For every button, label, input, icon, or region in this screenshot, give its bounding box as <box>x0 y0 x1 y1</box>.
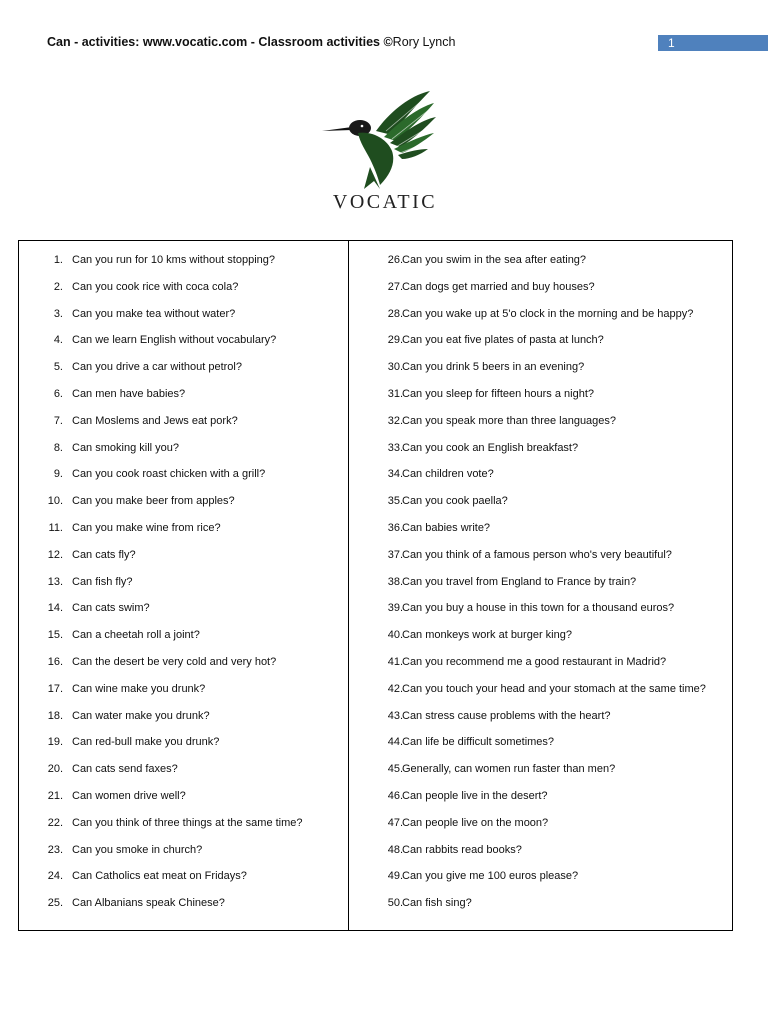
question-text: Can you make wine from rice? <box>72 521 221 534</box>
question-item <box>349 574 732 601</box>
question-item <box>349 386 732 413</box>
question-item <box>349 761 732 788</box>
question-number: 17. <box>47 682 63 695</box>
question-item <box>349 466 732 493</box>
question-number: 7. <box>53 414 63 427</box>
question-number: 20. <box>47 763 63 776</box>
question-item <box>19 520 348 547</box>
question-item <box>19 654 348 681</box>
question-number: 40. <box>387 629 403 642</box>
question-number: 28. <box>387 307 403 320</box>
question-item <box>349 520 732 547</box>
question-number: 24. <box>47 870 63 883</box>
question-text: Can we learn English without vocabulary? <box>72 334 277 347</box>
question-number: 6. <box>53 387 63 400</box>
question-number: 2. <box>53 280 63 293</box>
question-text: Can fish sing? <box>402 897 472 910</box>
question-item <box>349 359 732 386</box>
question-text: Can you drink 5 beers in an evening? <box>402 361 585 374</box>
question-item <box>19 279 348 306</box>
vocatic-logo <box>300 85 470 215</box>
question-item <box>349 600 732 627</box>
question-item <box>349 815 732 842</box>
question-text: Can you smoke in church? <box>72 843 203 856</box>
question-number: 14. <box>47 602 63 615</box>
question-text: Can you cook paella? <box>402 495 508 508</box>
header-author: Rory Lynch <box>392 35 456 49</box>
question-text: Can rabbits read books? <box>402 843 522 856</box>
logo-brand-text: VOCATIC <box>332 191 438 213</box>
question-item <box>19 842 348 869</box>
question-text: Can you buy a house in this town for a thousand euros? <box>402 602 675 615</box>
question-item <box>19 332 348 359</box>
question-number: 35. <box>387 495 403 508</box>
question-text: Can people live in the desert? <box>402 789 548 802</box>
question-text: Can you sleep for fifteen hours a night? <box>402 387 595 400</box>
question-item <box>19 681 348 708</box>
question-text: Can red-bull make you drunk? <box>72 736 220 749</box>
question-number: 32. <box>387 414 403 427</box>
question-item <box>19 440 348 467</box>
question-number: 34. <box>387 468 403 481</box>
question-text: Can men have babies? <box>72 387 186 400</box>
question-item <box>19 547 348 574</box>
question-item <box>19 466 348 493</box>
question-text: Can you wake up at 5'o clock in the morning and be happy? <box>402 307 694 320</box>
question-text: Can water make you drunk? <box>72 709 210 722</box>
question-text: Can smoking kill you? <box>72 441 179 454</box>
question-text: Can cats send faxes? <box>72 763 178 776</box>
question-item <box>349 842 732 869</box>
question-item <box>19 627 348 654</box>
question-item <box>349 708 732 735</box>
question-text: Can you drive a car without petrol? <box>72 361 242 374</box>
question-item <box>349 440 732 467</box>
question-text: Can women drive well? <box>72 789 186 802</box>
question-number: 4. <box>53 334 63 347</box>
question-item <box>19 574 348 601</box>
question-number: 37. <box>387 548 403 561</box>
question-number: 38. <box>387 575 403 588</box>
question-number: 44. <box>387 736 403 749</box>
question-text: Can you eat five plates of pasta at lunch? <box>402 334 604 347</box>
question-number: 46. <box>387 789 403 802</box>
question-text: Can you give me 100 euros please? <box>402 870 579 883</box>
question-item <box>349 306 732 333</box>
question-item <box>19 895 348 922</box>
question-text: Can fish fly? <box>72 575 133 588</box>
question-number: 22. <box>47 816 63 829</box>
question-item <box>19 788 348 815</box>
question-number: 19. <box>47 736 63 749</box>
question-item <box>19 815 348 842</box>
question-text: Can you swim in the sea after eating? <box>402 254 587 266</box>
questions-column-left <box>19 252 348 922</box>
question-number: 13. <box>47 575 63 588</box>
question-item <box>349 279 732 306</box>
question-number: 43. <box>387 709 403 722</box>
question-item <box>349 895 732 922</box>
question-text: Can stress cause problems with the heart? <box>402 709 611 722</box>
question-text: Can Moslems and Jews eat pork? <box>72 414 238 427</box>
question-text: Can you think of a famous person who's very beautiful? <box>402 548 672 561</box>
question-number: 25. <box>47 897 63 910</box>
question-item <box>19 734 348 761</box>
question-text: Can Albanians speak Chinese? <box>72 897 225 910</box>
question-text: Can you cook rice with coca cola? <box>72 280 239 293</box>
question-text: Can a cheetah roll a joint? <box>72 629 200 642</box>
question-number: 30. <box>387 361 403 374</box>
question-text: Can people live on the moon? <box>402 816 549 829</box>
question-item <box>349 627 732 654</box>
question-number: 50. <box>387 897 403 910</box>
question-item <box>19 252 348 279</box>
question-number: 36. <box>387 521 403 534</box>
question-item <box>19 868 348 895</box>
question-number: 15. <box>47 629 63 642</box>
question-text: Generally, can women run faster than men? <box>402 763 616 776</box>
question-text: Can the desert be very cold and very hot? <box>72 655 277 668</box>
question-item <box>19 359 348 386</box>
question-text: Can you make tea without water? <box>72 307 236 320</box>
question-text: Can monkeys work at burger king? <box>402 629 572 642</box>
question-text: Can you touch your head and your stomach at the same time? <box>402 682 706 695</box>
question-number: 33. <box>387 441 403 454</box>
questions-column-right <box>349 252 732 922</box>
question-number: 26. <box>387 254 403 266</box>
question-item <box>19 493 348 520</box>
question-number: 31. <box>387 387 403 400</box>
question-item <box>19 386 348 413</box>
question-number: 3. <box>53 307 63 320</box>
question-text: Can you think of three things at the same time? <box>72 816 303 829</box>
question-number: 27. <box>387 280 403 293</box>
question-text: Can you recommend me a good restaurant in Madrid? <box>402 655 667 668</box>
question-text: Can life be difficult sometimes? <box>402 736 555 749</box>
document-header <box>47 35 455 49</box>
question-item <box>349 547 732 574</box>
question-number: 41. <box>387 655 403 668</box>
question-number: 21. <box>47 789 63 802</box>
page-number-badge: 1 <box>658 35 768 51</box>
question-text: Can you speak more than three languages? <box>402 414 617 427</box>
question-item <box>349 493 732 520</box>
question-text: Can dogs get married and buy houses? <box>402 280 595 293</box>
question-number: 16. <box>47 655 63 668</box>
question-number: 11. <box>48 521 63 534</box>
question-number: 42. <box>387 682 403 695</box>
question-number: 1. <box>53 254 63 266</box>
question-number: 10. <box>47 495 63 508</box>
header-title: Can - activities: www.vocatic.com - Classroom activities © <box>47 35 393 49</box>
question-number: 45. <box>387 763 403 776</box>
hummingbird-icon <box>300 85 470 195</box>
question-text: Can babies write? <box>402 521 491 534</box>
question-item <box>19 761 348 788</box>
question-number: 49. <box>387 870 403 883</box>
question-item <box>19 306 348 333</box>
question-item <box>349 654 732 681</box>
question-text: Can you run for 10 kms without stopping? <box>72 254 276 266</box>
question-text: Can you cook roast chicken with a grill? <box>72 468 266 481</box>
question-number: 48. <box>387 843 403 856</box>
question-number: 23. <box>47 843 63 856</box>
question-text: Can you travel from England to France by train? <box>402 575 637 588</box>
question-item <box>349 252 732 279</box>
question-text: Can cats swim? <box>72 602 150 615</box>
question-item <box>19 413 348 440</box>
question-text: Can children vote? <box>402 468 494 481</box>
question-item <box>19 600 348 627</box>
question-item <box>349 332 732 359</box>
question-item <box>349 868 732 895</box>
question-number: 29. <box>387 334 403 347</box>
question-item <box>349 788 732 815</box>
question-number: 39. <box>387 602 403 615</box>
question-item <box>349 413 732 440</box>
question-number: 9. <box>53 468 63 481</box>
question-text: Can you make beer from apples? <box>72 495 235 508</box>
question-number: 5. <box>53 361 63 374</box>
question-text: Can wine make you drunk? <box>72 682 206 695</box>
question-number: 18. <box>47 709 63 722</box>
question-item <box>349 681 732 708</box>
question-item <box>349 734 732 761</box>
question-number: 47. <box>387 816 403 829</box>
question-text: Can cats fly? <box>72 548 136 561</box>
questions-table <box>18 240 733 931</box>
question-text: Can you cook an English breakfast? <box>402 441 579 454</box>
question-item <box>19 708 348 735</box>
question-number: 8. <box>53 441 63 454</box>
question-text: Can Catholics eat meat on Fridays? <box>72 870 247 883</box>
question-number: 12. <box>47 548 63 561</box>
